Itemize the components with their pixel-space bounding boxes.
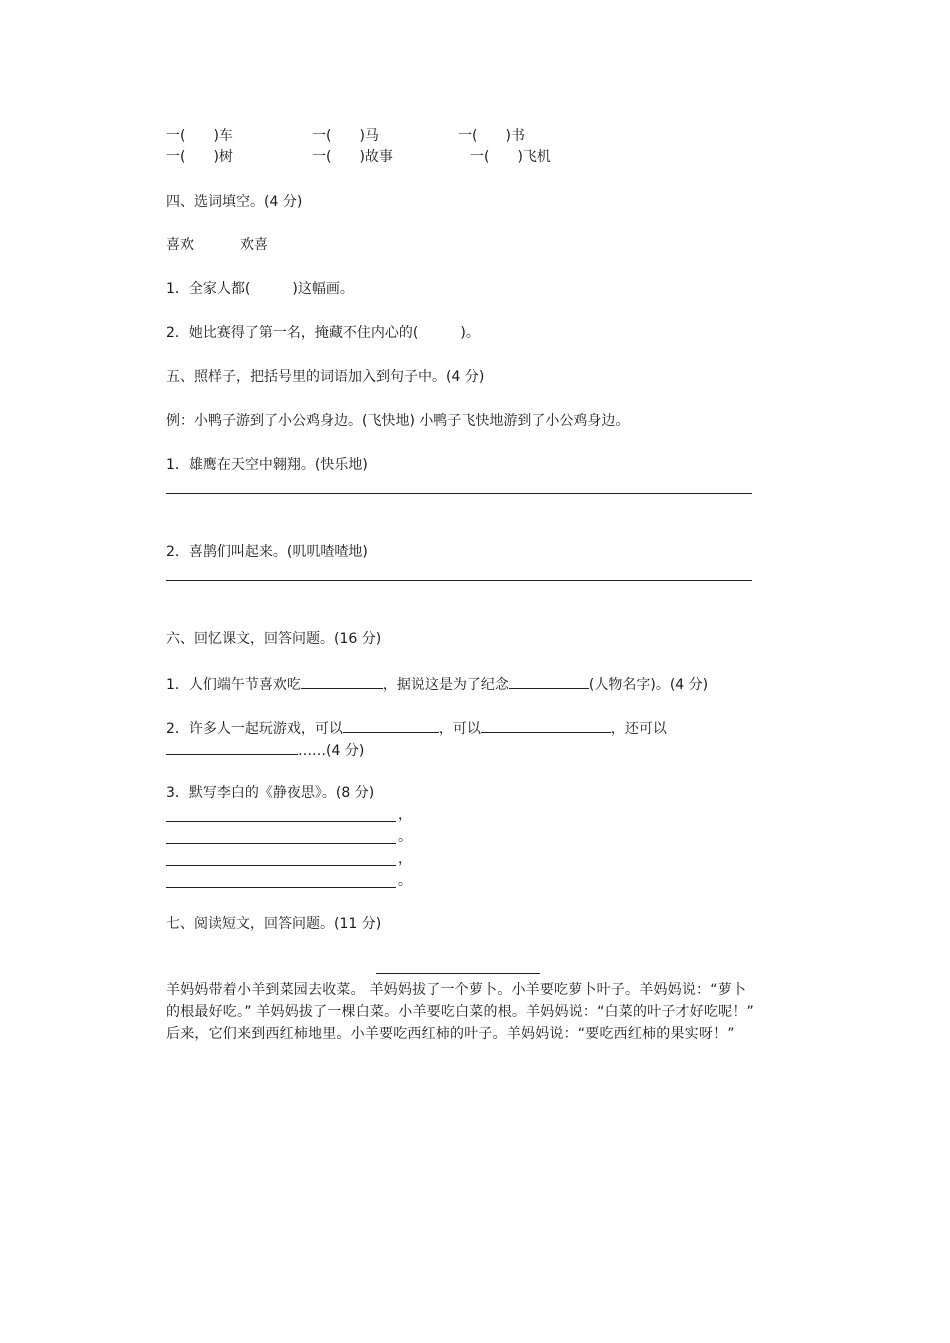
answer-blank[interactable] bbox=[166, 739, 298, 755]
section-heading: 六、回忆课文，回答问题。(16 分) bbox=[166, 631, 382, 647]
measure-word-item: 一( )故事 bbox=[312, 149, 393, 165]
question-text bbox=[166, 717, 667, 739]
measure-word-item: 一( )马 bbox=[312, 128, 379, 144]
answer-blank[interactable] bbox=[509, 673, 589, 689]
passage-text: 羊妈妈拔了一个萝卜。小羊要吃萝卜叶子。羊妈妈说：“萝卜的根最好吃。” 羊妈妈拔了一棵白菜。小羊要吃白菜的根。羊妈妈说：“白菜的叶子才好吃呢！” 后来，它们来到西红柿地里。小羊要吃西红柿的叶子。羊妈妈说：“要吃西红柿的果实呀！” bbox=[166, 982, 755, 1042]
question-text: 1．全家人都( )这幅画。 bbox=[166, 281, 354, 297]
measure-word-item: 一( )书 bbox=[458, 128, 525, 144]
question-text bbox=[166, 673, 708, 695]
question-text: 3．默写李白的《静夜思》。(8 分) bbox=[166, 785, 375, 801]
measure-word-item: 一( )树 bbox=[166, 149, 233, 165]
answer-line[interactable] bbox=[166, 493, 752, 494]
measure-word-item: 一( )车 bbox=[166, 128, 233, 144]
title-blank-line[interactable] bbox=[376, 973, 540, 974]
question-segment: ，还可以 bbox=[610, 721, 667, 737]
answer-blank[interactable] bbox=[481, 717, 611, 733]
question-text: 1．雄鹰在天空中翱翔。(快乐地) bbox=[166, 457, 368, 473]
answer-blank[interactable] bbox=[301, 673, 383, 689]
question-segment: 2．许多人一起玩游戏，可以 bbox=[166, 721, 343, 737]
reading-passage bbox=[166, 979, 756, 1045]
poem-line[interactable] bbox=[166, 865, 396, 866]
poem-punct: ， bbox=[398, 851, 412, 867]
poem-line[interactable] bbox=[166, 887, 396, 888]
question-segment: ……(4 分) bbox=[298, 743, 365, 759]
poem-line[interactable] bbox=[166, 843, 396, 844]
question-segment: (人物名字)。(4 分) bbox=[588, 677, 709, 693]
section-heading: 四、选词填空。(4 分) bbox=[166, 194, 303, 210]
poem-punct: 。 bbox=[398, 873, 412, 889]
answer-blank[interactable] bbox=[343, 717, 439, 733]
question-text: 2．喜鹊们叫起来。(叽叽喳喳地) bbox=[166, 544, 368, 560]
section-heading: 五、照样子，把括号里的词语加入到句子中。(4 分) bbox=[166, 369, 485, 385]
question-text: 2．她比赛得了第一名，掩藏不住内心的( )。 bbox=[166, 325, 480, 341]
poem-line[interactable] bbox=[166, 821, 396, 822]
measure-word-item: 一( )飞机 bbox=[470, 149, 551, 165]
poem-punct: ， bbox=[398, 807, 412, 823]
question-segment: ，据说这是为了纪念 bbox=[382, 677, 509, 693]
word-choice: 喜欢 bbox=[166, 237, 194, 253]
question-text bbox=[166, 739, 364, 761]
question-segment: 1．人们端午节喜欢吃 bbox=[166, 677, 301, 693]
passage-text: 羊妈妈带着小羊到菜园去收菜。 bbox=[166, 982, 365, 998]
section-heading: 七、阅读短文，回答问题。(11 分) bbox=[166, 916, 382, 932]
question-segment: ，可以 bbox=[438, 721, 481, 737]
poem-punct: 。 bbox=[398, 829, 412, 845]
answer-line[interactable] bbox=[166, 580, 752, 581]
word-choice: 欢喜 bbox=[240, 237, 268, 253]
example-text: 例：小鸭子游到了小公鸡身边。(飞快地) 小鸭子飞快地游到了小公鸡身边。 bbox=[166, 413, 630, 429]
